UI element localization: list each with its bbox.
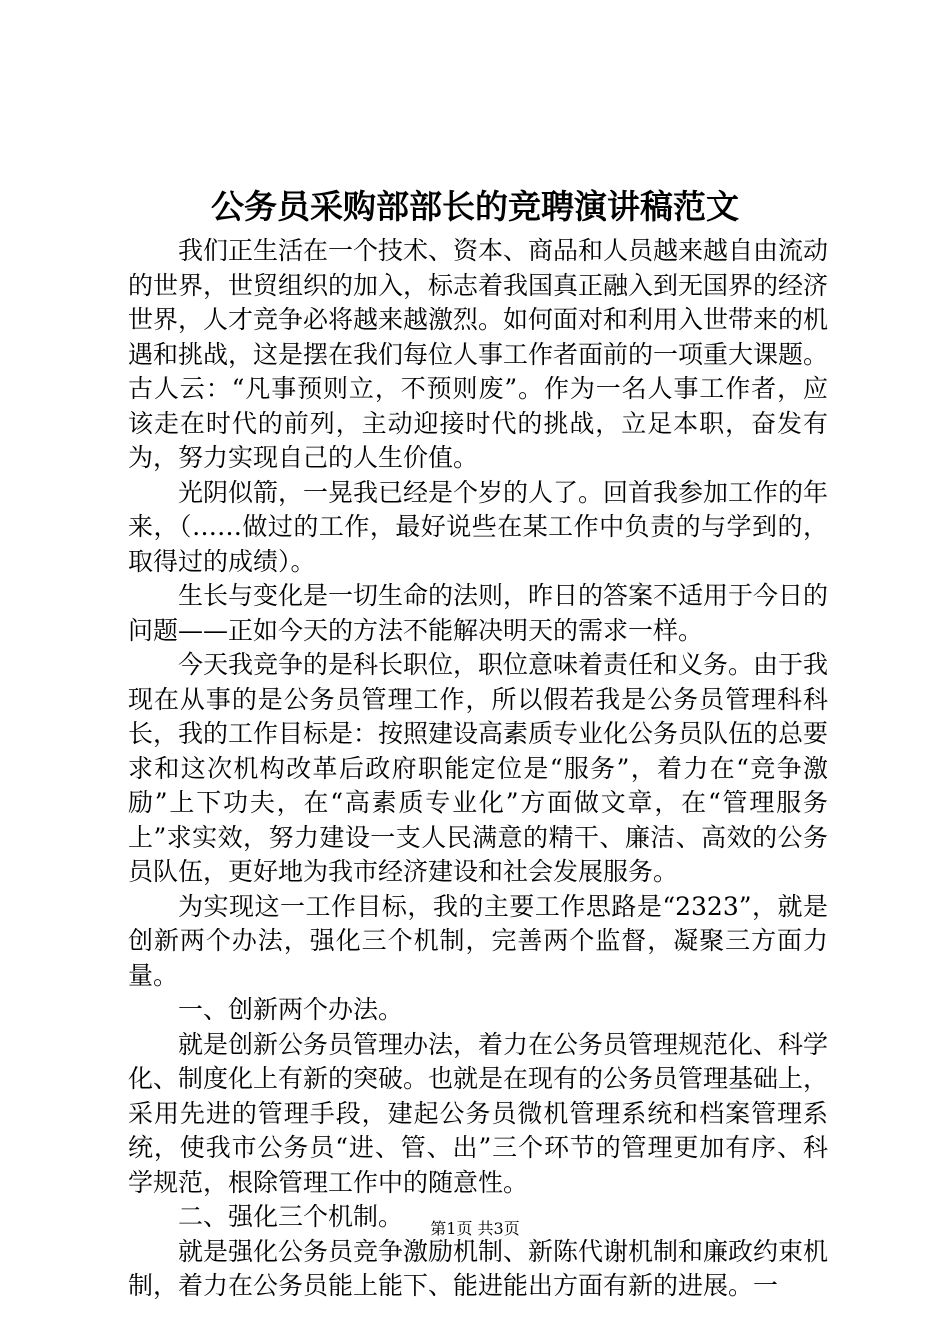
document-title: 公务员采购部部长的竞聘演讲稿范文	[211, 187, 739, 226]
paragraph-2: 光阴似箭，一晃我已经是个岁的人了。回首我参加工作的年来，（……做过的工作，最好说些在某工作中负责的与学到的，取得过的成绩）。	[128, 477, 829, 576]
section-heading-1: 一、创新两个办法。	[178, 995, 404, 1024]
paragraph-3: 生长与变化是一切生命的法则，昨日的答案不适用于今日的问题——正如今天的方法不能解决明天的需求一样。	[128, 581, 829, 645]
section-heading-2: 二、强化三个机制。	[178, 1202, 404, 1231]
paragraph-7: 就是强化公务员竞争激励机制、新陈代谢机制和廉政约束机制，着力在公务员能上能下、能进能出方面有新的进展。一	[128, 1236, 829, 1300]
paragraph-4: 今天我竞争的是科长职位，职位意味着责任和义务。由于我现在从事的是公务员管理工作，所以假若我是公务员管理科科长，我的工作目标是：按照建设高素质专业化公务员队伍的总要求和这次机构改革后政府职能定位是“服务”，着力在“竞争激励”上下功夫，在“高素质专业化”方面做文章，在“管理服务上”求实效，努力建设一支人民满意的精干、廉洁、高效的公务员队伍，更好地为我市经济建设和社会发展服务。	[128, 650, 829, 886]
page-footer: 第1页 共3页	[430, 1219, 520, 1238]
paragraph-5: 为实现这一工作目标，我的主要工作思路是“2323”，就是创新两个办法，强化三个机制，完善两个监督，凝聚三方面力量。	[128, 891, 828, 990]
document-body	[128, 234, 828, 1304]
paragraph-6: 就是创新公务员管理办法，着力在公务员管理规范化、科学化、制度化上有新的突破。也就是在现有的公务员管理基础上，采用先进的管理手段，建起公务员微机管理系统和档案管理系统，使我市公务员“进、管、出”三个环节的管理更加有序、科学规范，根除管理工作中的随意性。	[128, 1029, 829, 1197]
paragraph-1: 我们正生活在一个技术、资本、商品和人员越来越自由流动的世界，世贸组织的加入，标志着我国真正融入到无国界的经济世界，人才竞争必将越来越激烈。如何面对和利用入世带来的机遇和挑战，这是摆在我们每位人事工作者面前的一项重大课题。古人云：“凡事预则立，不预则废”。作为一名人事工作者，应该走在时代的前列，主动迎接时代的挑战，立足本职，奋发有为，努力实现自己的人生价值。	[128, 236, 829, 472]
